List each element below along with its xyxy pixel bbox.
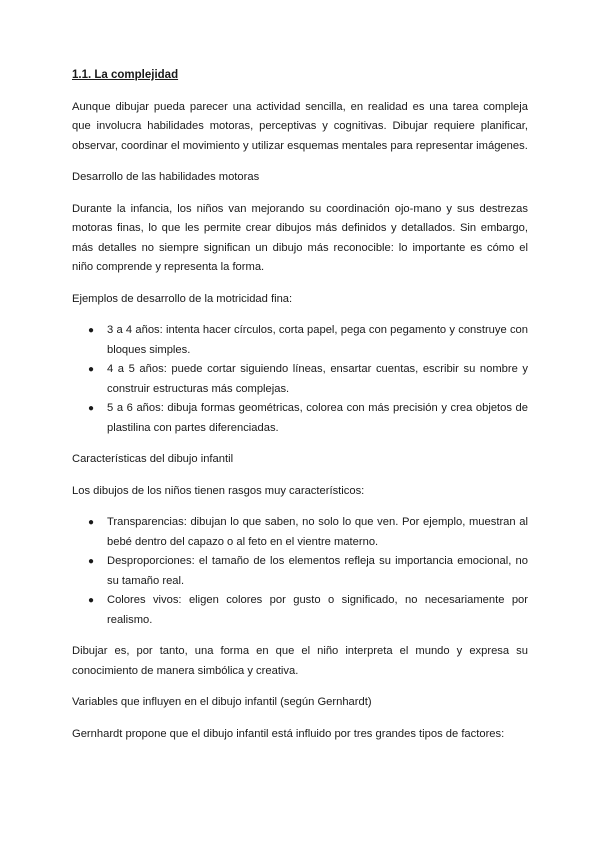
document-page <box>72 66 528 756</box>
section-title: 1.1. La complejidad <box>72 69 179 81</box>
list-item-text: Transparencias: dibujan lo que saben, no solo lo que ven. Por ejemplo, muestran al bebé dentro del capazo o al feto en el vientre materno. <box>107 516 528 548</box>
features-conclusion-paragraph: Dibujar es, por tanto, una forma en que el niño interpreta el mundo y expresa su conocimiento de manera simbólica y creativa. <box>72 645 528 677</box>
list-item-text: Desproporciones: el tamaño de los elementos refleja su importancia emocional, no su tamaño real. <box>107 555 528 587</box>
bullet-icon: ● <box>88 595 95 606</box>
list-item-text: 5 a 6 años: dibuja formas geométricas, colorea con más precisión y crea objetos de plastilina con partes diferenciadas. <box>107 402 528 434</box>
drawing-features-heading: Características del dibujo infantil <box>72 453 234 465</box>
list-item <box>72 360 528 399</box>
bullet-icon: ● <box>88 556 95 567</box>
motor-skills-heading: Desarrollo de las habilidades motoras <box>72 171 260 183</box>
intro-paragraph: Aunque dibujar pueda parecer una actividad sencilla, en realidad es una tarea compleja que involucra habilidades motoras, perceptivas y cognitivas. Dibujar requiere planificar, observar, coordinar el movimiento y utilizar esquemas mentales para representar imágenes. <box>72 100 528 152</box>
bullet-icon: ● <box>88 325 95 336</box>
variables-paragraph: Gernhardt propone que el dibujo infantil está influido por tres grandes tipos de factores: <box>72 727 505 740</box>
list-item <box>72 591 528 630</box>
drawing-features-list <box>72 513 528 630</box>
list-item <box>72 399 528 438</box>
list-item-text: 3 a 4 años: intenta hacer círculos, corta papel, pega con pegamento y construye con bloques simples. <box>107 324 528 356</box>
list-item <box>72 552 528 591</box>
fine-motor-examples-intro: Ejemplos de desarrollo de la motricidad fina: <box>72 292 293 305</box>
motor-skills-paragraph: Durante la infancia, los niños van mejorando su coordinación ojo-mano y sus destrezas motoras finas, lo que les permite crear dibujos más definidos y detallados. Sin embargo, más detalles no siempre significan un dibujo más reconocible: lo importante es cómo el niño comprende y representa la forma. <box>72 202 528 273</box>
list-item <box>72 321 528 360</box>
list-item-text: Colores vivos: eligen colores por gusto o significado, no necesariamente por realismo. <box>107 594 528 626</box>
drawing-features-intro: Los dibujos de los niños tienen rasgos muy característicos: <box>72 484 365 497</box>
fine-motor-examples-list <box>72 321 528 438</box>
bullet-icon: ● <box>88 517 95 528</box>
bullet-icon: ● <box>88 403 95 414</box>
bullet-icon: ● <box>88 364 95 375</box>
variables-heading: Variables que influyen en el dibujo infantil (según Gernhardt) <box>72 696 372 708</box>
list-item <box>72 513 528 552</box>
list-item-text: 4 a 5 años: puede cortar siguiendo líneas, ensartar cuentas, escribir su nombre y construir estructuras más complejas. <box>107 363 528 395</box>
